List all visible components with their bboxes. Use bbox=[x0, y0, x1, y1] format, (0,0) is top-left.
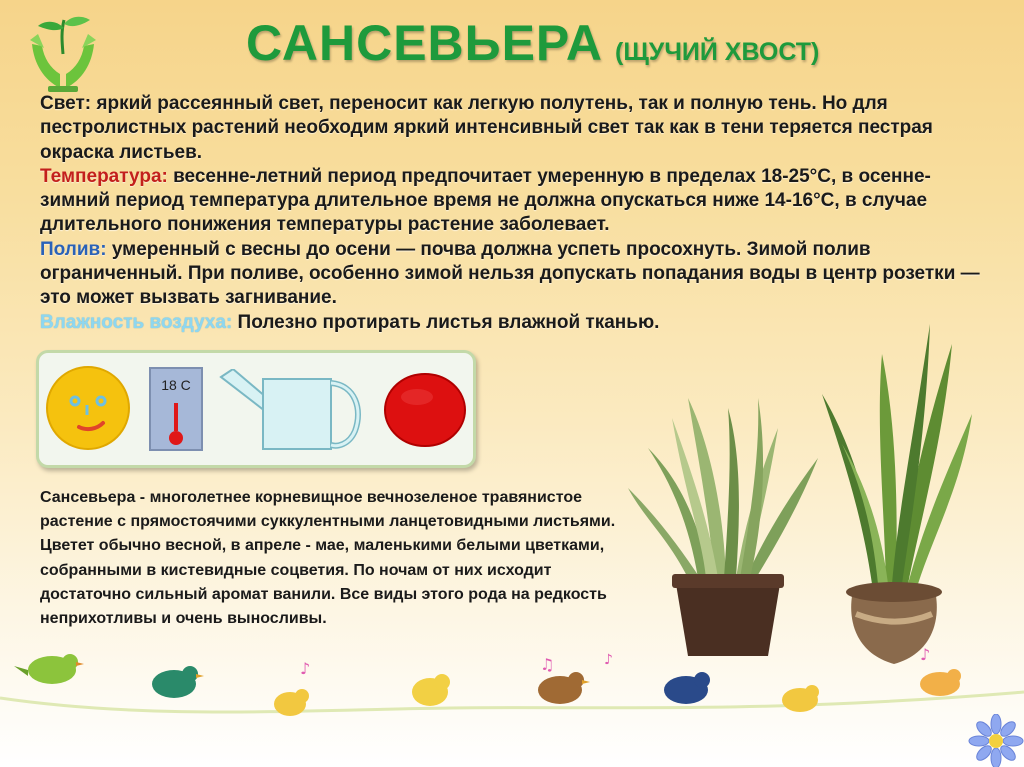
temperature-paragraph bbox=[40, 165, 990, 238]
sansevieria-pot-left-image bbox=[628, 388, 828, 660]
care-info bbox=[40, 92, 990, 335]
bird-icon bbox=[920, 669, 961, 696]
svg-text:♪: ♪ bbox=[920, 645, 931, 664]
svg-text:♫: ♫ bbox=[540, 655, 555, 674]
description-text: Сансевьера - многолетнее корневищное вечнозеленое травянистое растение с прямостоячими суккулентными ланцетовидными листьями. Цветет обычно весной, в апреле - мае, маленькими белыми цветками, собранными в кистевидные соцветия. По ночам от них исходит достаточно сильный аромат ванили. Все виды этого рода на редкость неприхотливы и очень выносливы. bbox=[40, 489, 616, 628]
svg-text:♪: ♪ bbox=[300, 659, 311, 678]
thermometer-label: 18 С bbox=[161, 377, 191, 393]
bird-icon bbox=[782, 685, 819, 712]
bird-icon bbox=[538, 672, 590, 704]
sansevieria-pot-right-image bbox=[812, 324, 976, 666]
humidity-label: Влажность воздуха: bbox=[40, 311, 233, 333]
humidity-text: Полезно протирать листья влажной тканью. bbox=[232, 311, 660, 333]
bird-icon bbox=[412, 674, 450, 706]
temperature-label: Температура: bbox=[40, 165, 168, 187]
watering-paragraph bbox=[40, 238, 990, 311]
watering-text: умеренный с весны до осени — почва должна успеть просохнуть. Зимой полив ограниченный. При поливе, особенно зимой нельзя допускать попадания воды в центр розетки — это может вызвать загнивание. bbox=[40, 238, 980, 309]
title-subtitle: (ЩУЧИЙ ХВОСТ) bbox=[615, 38, 820, 66]
watering-can-icon bbox=[215, 369, 365, 451]
care-icons-panel bbox=[36, 350, 476, 468]
bird-icon bbox=[664, 672, 710, 704]
sprout-hands-logo bbox=[28, 14, 98, 92]
birds-garland-decoration bbox=[0, 640, 1024, 767]
plant-description bbox=[40, 486, 630, 631]
light-paragraph bbox=[40, 92, 990, 165]
svg-text:♪: ♪ bbox=[604, 652, 613, 668]
temperature-text: весенне-летний период предпочитает умеренную в пределах 18-25°С, в осенне-зимний период температура длительное время не должна опускаться ниже 14-16°С, в случае длительного понижения температуры растение заболевает. bbox=[40, 165, 931, 236]
thermometer-icon bbox=[149, 367, 203, 451]
bird-icon bbox=[152, 666, 204, 698]
smiley-sun-icon bbox=[45, 365, 131, 451]
light-label: Свет: bbox=[40, 93, 92, 114]
red-circle-icon bbox=[383, 371, 467, 449]
page-title bbox=[246, 14, 819, 72]
bird-icon bbox=[14, 654, 84, 684]
light-text: яркий рассеянный свет, переносит как легкую полутень, так и полную тень. Но для пестролистных растений необходим яркий интенсивный свет так как в тени теряется пестрая окраска листьев. bbox=[40, 93, 933, 163]
daisy-flower-icon bbox=[968, 714, 1024, 767]
watering-label: Полив: bbox=[40, 238, 107, 260]
title-main: САНСЕВЬЕРА bbox=[246, 15, 603, 71]
